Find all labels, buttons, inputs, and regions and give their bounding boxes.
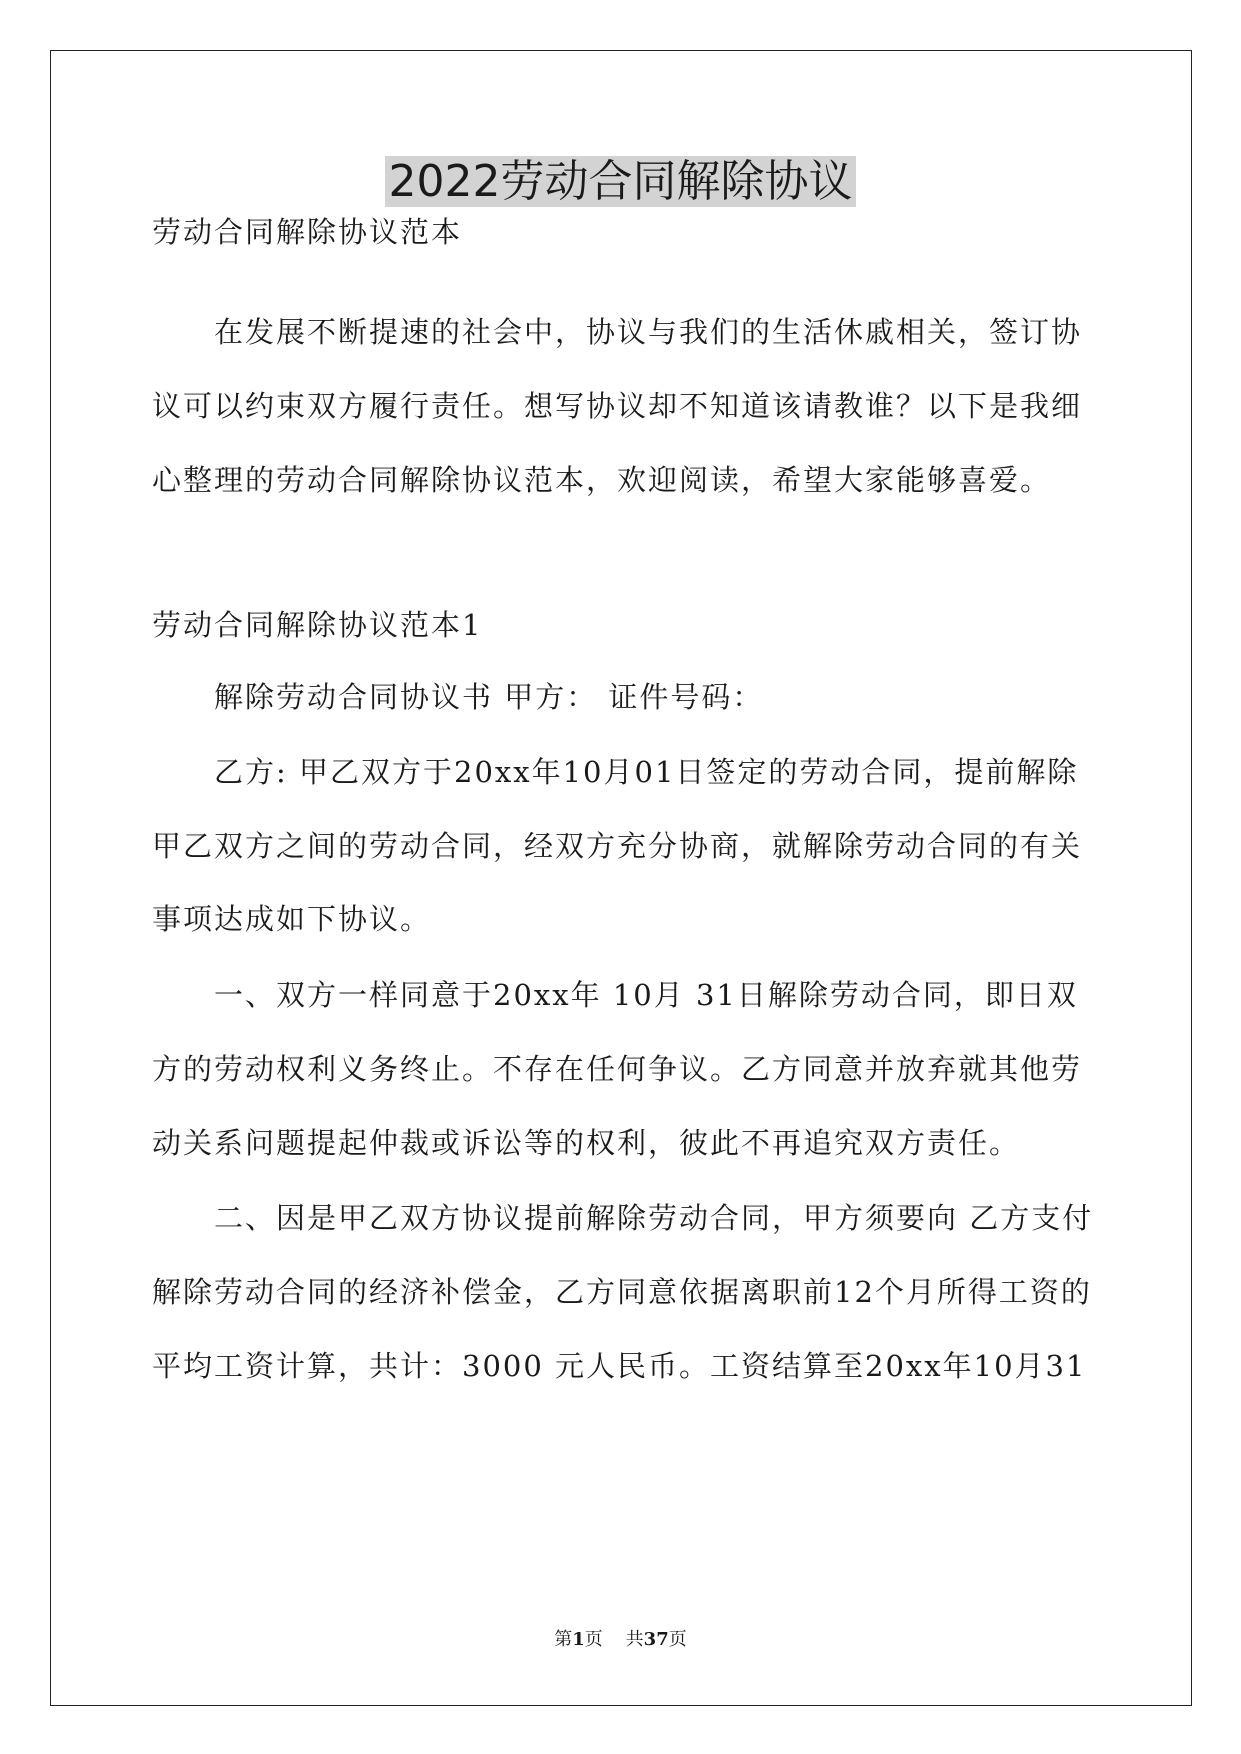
paragraph-line: 一、双方一样同意于20xx年 10月 31日解除劳动合同，即日双: [214, 978, 1078, 1012]
paragraph-line: 事项达成如下协议。: [152, 902, 432, 936]
footer-page-number: 1: [572, 1629, 585, 1650]
document-title-text: 2022劳动合同解除协议: [385, 156, 857, 207]
footer-middle: 页 共: [584, 1629, 644, 1650]
footer-total-pages: 37: [643, 1629, 669, 1650]
subtitle-line: 劳动合同解除协议范本: [152, 215, 463, 249]
paragraph-line: 议可以约束双方履行责任。想写协议却不知道该请教谁？以下是我细: [152, 389, 1083, 423]
paragraph-line: 在发展不断提速的社会中，协议与我们的生活休戚相关，签订协: [214, 315, 1083, 349]
paragraph-line: 心整理的劳动合同解除协议范本，欢迎阅读，希望大家能够喜爱。: [152, 463, 1052, 497]
section-heading: 劳动合同解除协议范本1: [152, 608, 483, 642]
footer-suffix: 页: [668, 1629, 687, 1650]
document-title: [0, 154, 1241, 210]
paragraph-line: 方的劳动权利义务终止。不存在任何争议。乙方同意并放弃就其他劳: [152, 1052, 1083, 1086]
page-footer: [0, 1628, 1241, 1652]
paragraph-line: 解除劳动合同协议书 甲方： 证件号码：: [214, 680, 764, 714]
page-border: [50, 50, 1192, 1706]
paragraph-line: 乙方: 甲乙双方于20xx年10月01日签定的劳动合同，提前解除: [214, 755, 1079, 789]
paragraph-line: 甲乙双方之间的劳动合同，经双方充分协商，就解除劳动合同的有关: [152, 829, 1083, 863]
paragraph-line: 解除劳动合同的经济补偿金，乙方同意依据离职前12个月所得工资的: [152, 1275, 1092, 1309]
paragraph-line: 动关系问题提起仲裁或诉讼等的权利，彼此不再追究双方责任。: [152, 1126, 1021, 1160]
paragraph-line: 平均工资计算，共计：3000 元人民币。工资结算至20xx年10月31: [152, 1349, 1087, 1383]
paragraph-line: 二、因是甲乙双方协议提前解除劳动合同，甲方须要向 乙方支付: [214, 1201, 1094, 1235]
footer-prefix: 第: [554, 1629, 573, 1650]
